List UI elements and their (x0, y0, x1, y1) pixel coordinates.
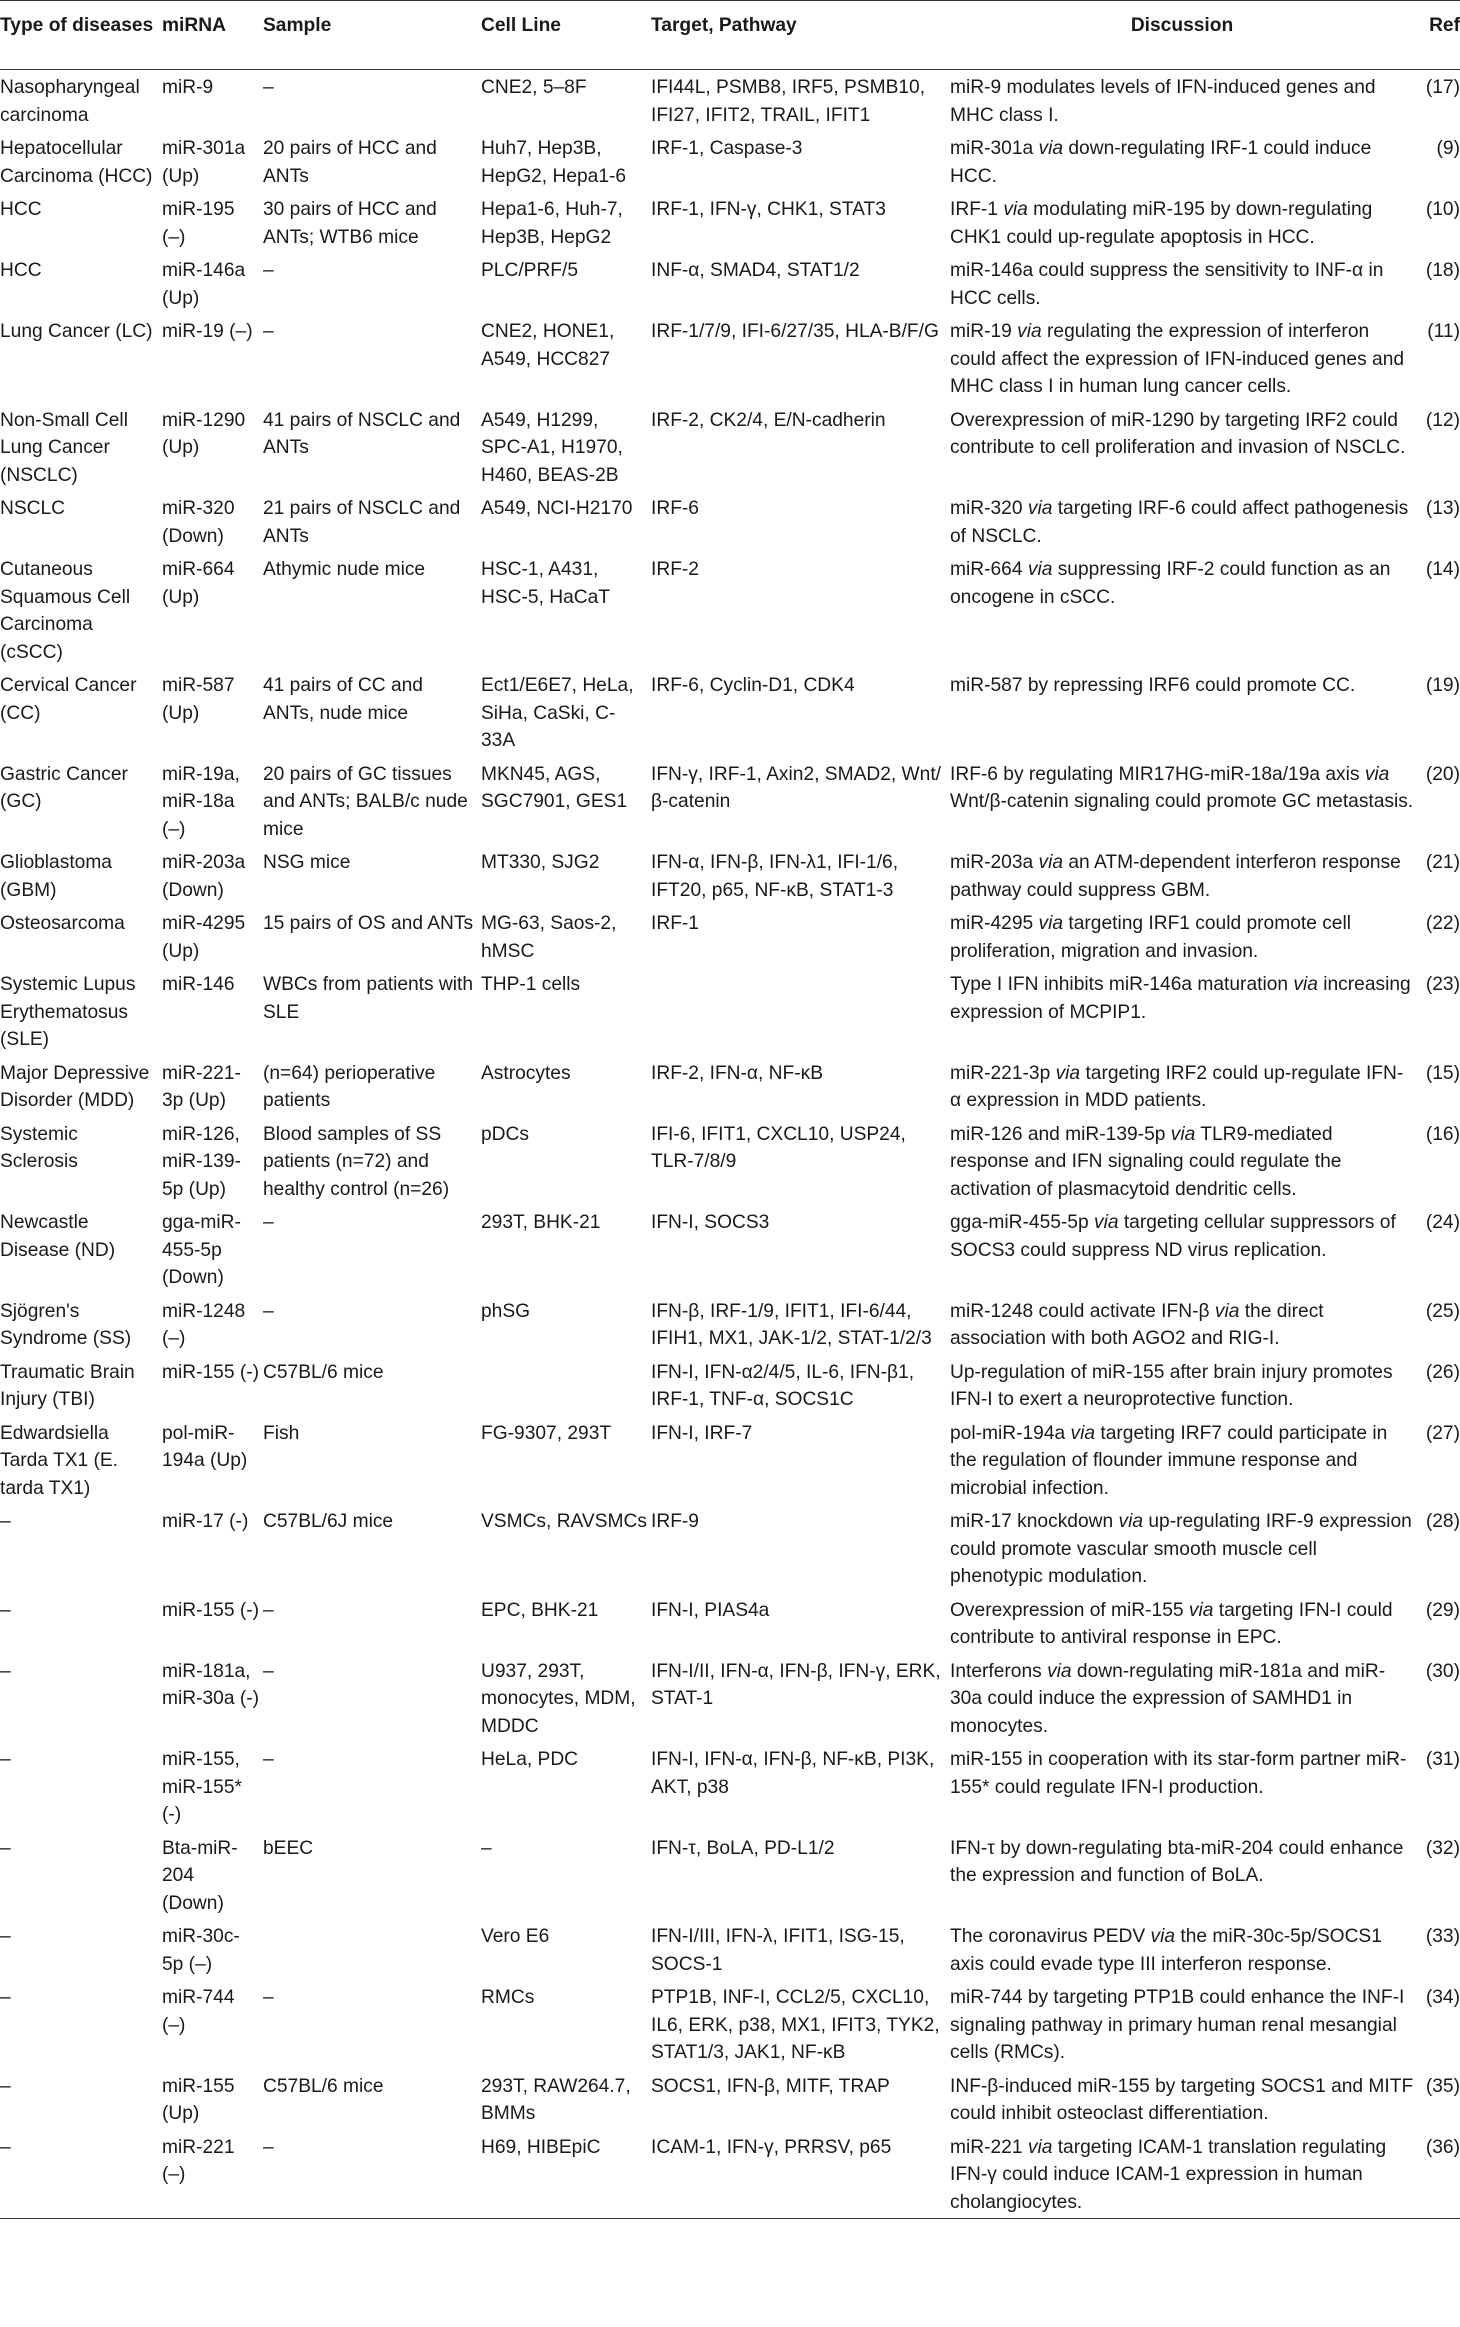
table-row (0, 1980, 1460, 2069)
cell-ref: (12) (1425, 409, 1460, 431)
cell-ref: (16) (1425, 1123, 1460, 1145)
cell-cell-line: EPC, BHK-21 (481, 1599, 599, 1621)
cell-cell-line: Hepa1-6, Huh-7, Hep3B, HepG2 (481, 199, 623, 248)
cell-ref: (22) (1425, 913, 1460, 934)
cell-cell-line: HSC-1, A431, HSC-5, HaCaT (481, 559, 611, 608)
cell-disease: Gastric Cancer (GC) (0, 763, 128, 812)
cell-cell-line: FG-9307, 293T (481, 1422, 612, 1444)
cell-disease: – (0, 1660, 11, 1682)
table-row (0, 1056, 1460, 1117)
cell-disease: Systemic Lupus Erythematosus (SLE) (0, 974, 136, 1050)
cell-mirna: miR-664 (Up) (162, 559, 235, 608)
cell-sample: bEEC (263, 1837, 314, 1859)
cell-discussion: miR-126 and miR-139-5p via TLR9-mediated response and IFN signaling could regulate the activation of plasmacytoid dendritic cells. (950, 1123, 1342, 1200)
cell-target: IRF-2, CK2/4, E/N-cadherin (651, 409, 886, 431)
cell-target: IFN-β, IRF-1/9, IFIT1, IFI-6/44, IFIH1, MX1, JAK-1/2, STAT-1/2/3 (651, 1300, 932, 1349)
cell-ref: (31) (1425, 1749, 1460, 1770)
cell-target: IFN-I, IRF-7 (651, 1422, 753, 1444)
cell-mirna: miR-4295 (Up) (162, 913, 246, 962)
cell-ref: (25) (1425, 1300, 1460, 1322)
cell-disease: HCC (0, 199, 42, 220)
cell-target: IFI-6, IFIT1, CXCL10, USP24, TLR-7/8/9 (651, 1123, 906, 1172)
col-header-ref: Ref (1429, 15, 1460, 36)
cell-sample: – (263, 2136, 274, 2158)
cell-discussion: Interferons via down-regulating miR-181a and miR-30a could induce the expression of SAMHD1 in monocytes. (950, 1660, 1386, 1737)
cell-mirna: miR-301a (Up) (162, 138, 246, 187)
cell-sample: Blood samples of SS patients (n=72) and healthy control (n=26) (263, 1123, 450, 1200)
table-row (0, 967, 1460, 1056)
cell-ref: (28) (1425, 1511, 1460, 1532)
table-row (0, 1504, 1460, 1593)
cell-mirna: miR-155 (Up) (162, 2075, 235, 2124)
cell-target: IRF-2 (651, 559, 699, 580)
cell-ref: (10) (1425, 199, 1460, 220)
cell-mirna: miR-195 (–) (162, 199, 235, 248)
cell-sample: (n=64) perioperative patients (263, 1062, 436, 1111)
table-row (0, 2130, 1460, 2219)
table-row (0, 1742, 1460, 1831)
table-row (0, 845, 1460, 906)
cell-ref: (18) (1425, 260, 1460, 281)
cell-ref: (11) (1427, 321, 1460, 342)
cell-mirna: miR-155 (-) (162, 1599, 260, 1621)
cell-ref: (29) (1425, 1599, 1460, 1621)
cell-target: IRF-6 (651, 498, 699, 519)
cell-cell-line: VSMCs, RAVSMCs (481, 1511, 647, 1532)
cell-cell-line (481, 1355, 651, 1416)
cell-mirna: miR-587 (Up) (162, 675, 235, 724)
cell-sample: – (263, 1212, 274, 1233)
cell-mirna: miR-146 (162, 974, 235, 995)
cell-target: IFN-τ, BoLA, PD-L1/2 (651, 1837, 835, 1859)
cell-cell-line: pDCs (481, 1123, 529, 1145)
cell-disease: – (0, 1511, 11, 1532)
col-header-target: Target, Pathway (651, 15, 797, 36)
cell-disease: Glioblastoma (GBM) (0, 852, 112, 901)
cell-ref: (34) (1425, 1987, 1460, 2008)
table-row (0, 1654, 1460, 1743)
cell-mirna: miR-9 (162, 77, 214, 98)
cell-cell-line: MG-63, Saos-2, hMSC (481, 913, 617, 962)
cell-sample: 21 pairs of NSCLC and ANTs (263, 498, 461, 547)
cell-cell-line: U937, 293T, monocytes, MDM, MDDC (481, 1660, 636, 1737)
cell-ref: (35) (1425, 2075, 1460, 2097)
header-row (0, 1, 1460, 70)
cell-target: IFN-γ, IRF-1, Axin2, SMAD2, Wnt/β-catenin (651, 763, 941, 812)
cell-disease: Lung Cancer (LC) (0, 321, 153, 342)
cell-mirna: miR-155, miR-155* (-) (162, 1749, 242, 1825)
table-row (0, 1416, 1460, 1505)
cell-disease: HCC (0, 260, 42, 281)
cell-discussion: Overexpression of miR-1290 by targeting IRF2 could contribute to cell proliferation and invasion of NSCLC. (950, 409, 1406, 458)
cell-ref: (9) (1436, 138, 1460, 159)
cell-discussion: gga-miR-455-5p via targeting cellular suppressors of SOCS3 could suppress ND virus replication. (950, 1212, 1396, 1261)
cell-ref: (23) (1425, 974, 1460, 995)
cell-discussion: IFN-τ by down-regulating bta-miR-204 could enhance the expression and function of BoLA. (950, 1837, 1404, 1886)
cell-sample: – (263, 321, 274, 342)
col-header-cell-line: Cell Line (481, 15, 561, 36)
cell-sample: WBCs from patients with SLE (263, 974, 474, 1023)
cell-discussion: IRF-6 by regulating MIR17HG-miR-18a/19a axis via Wnt/β-catenin signaling could promote GC metastasis. (950, 763, 1414, 812)
cell-discussion: miR-221 via targeting ICAM-1 translation regulating IFN-γ could induce ICAM-1 expression in human cholangiocytes. (950, 2136, 1387, 2213)
cell-disease: – (0, 2136, 11, 2158)
cell-disease: Newcastle Disease (ND) (0, 1212, 116, 1261)
cell-sample: – (263, 77, 274, 98)
cell-mirna: miR-744 (–) (162, 1987, 235, 2036)
cell-sample: Athymic nude mice (263, 559, 426, 580)
cell-cell-line: Ect1/E6E7, HeLa, SiHa, CaSki, C-33A (481, 675, 634, 751)
cell-mirna: miR-1290 (Up) (162, 409, 246, 458)
table-row (0, 253, 1460, 314)
cell-mirna: miR-19a, miR-18a (–) (162, 763, 240, 840)
cell-mirna: pol-miR-194a (Up) (162, 1422, 248, 1471)
cell-discussion: miR-221-3p via targeting IRF2 could up-regulate IFN-α expression in MDD patients. (950, 1062, 1404, 1111)
cell-sample: C57BL/6 mice (263, 2075, 384, 2097)
cell-mirna: miR-146a (Up) (162, 260, 246, 309)
cell-ref: (15) (1425, 1062, 1460, 1084)
cell-target: IFN-α, IFN-β, IFN-λ1, IFI-1/6, IFT20, p65, NF-κB, STAT1-3 (651, 852, 899, 901)
cell-discussion: miR-587 by repressing IRF6 could promote CC. (950, 675, 1356, 696)
cell-target: INF-α, SMAD4, STAT1/2 (651, 260, 860, 281)
cell-ref: (19) (1425, 675, 1460, 696)
cell-disease: NSCLC (0, 498, 66, 519)
cell-disease: Hepatocellular Carcinoma (HCC) (0, 138, 153, 187)
cell-cell-line: HeLa, PDC (481, 1749, 579, 1770)
cell-cell-line: Astrocytes (481, 1062, 571, 1084)
cell-disease: – (0, 1926, 11, 1947)
cell-target: IRF-9 (651, 1511, 699, 1532)
cell-disease: – (0, 1749, 11, 1770)
cell-target: IRF-1, Caspase-3 (651, 138, 803, 159)
cell-target: IRF-6, Cyclin-D1, CDK4 (651, 675, 855, 696)
cell-discussion: miR-9 modulates levels of IFN-induced genes and MHC class I. (950, 77, 1376, 126)
cell-cell-line: 293T, RAW264.7, BMMs (481, 2075, 631, 2124)
table-row (0, 192, 1460, 253)
cell-discussion: miR-4295 via targeting IRF1 could promote cell proliferation, migration and invasion. (950, 913, 1351, 962)
table-row (0, 906, 1460, 967)
cell-mirna: miR-203a (Down) (162, 852, 246, 901)
cell-cell-line: CNE2, 5–8F (481, 77, 587, 98)
table-row (0, 757, 1460, 846)
col-header-discussion: Discussion (1130, 15, 1234, 36)
cell-sample: 41 pairs of CC and ANTs, nude mice (263, 675, 423, 724)
cell-ref: (36) (1425, 2136, 1460, 2158)
cell-mirna: miR-155 (-) (162, 1361, 260, 1383)
table-row (0, 1117, 1460, 1206)
cell-ref: (20) (1425, 763, 1460, 785)
cell-target: IFN-I, IFN-α2/4/5, IL-6, IFN-β1, IRF-1, TNF-α, SOCS1C (651, 1361, 915, 1410)
col-header-disease: Type of diseases (0, 15, 154, 36)
cell-mirna: miR-126, miR-139-5p (Up) (162, 1123, 241, 1200)
cell-disease: Major Depressive Disorder (MDD) (0, 1062, 150, 1111)
cell-mirna: gga-miR-455-5p (Down) (162, 1212, 241, 1288)
cell-discussion: INF-β-induced miR-155 by targeting SOCS1 and MITF could inhibit osteoclast differentiation. (950, 2075, 1414, 2124)
cell-mirna: miR-17 (-) (162, 1511, 249, 1532)
cell-ref: (26) (1425, 1361, 1460, 1383)
cell-disease: Systemic Sclerosis (0, 1123, 78, 1172)
table-row (0, 1831, 1460, 1920)
cell-discussion: miR-19 via regulating the expression of interferon could affect the expression of IFN-induced genes and MHC class I in human lung cancer cells. (950, 321, 1405, 397)
cell-ref: (24) (1425, 1212, 1460, 1233)
cell-sample: 20 pairs of HCC and ANTs (263, 138, 437, 187)
cell-target: IFN-I/III, IFN-λ, IFIT1, ISG-15, SOCS-1 (651, 1926, 905, 1975)
cell-discussion: miR-155 in cooperation with its star-form partner miR-155* could regulate IFN-I production. (950, 1749, 1407, 1798)
table-row (0, 403, 1460, 492)
cell-sample: 30 pairs of HCC and ANTs; WTB6 mice (263, 199, 437, 248)
cell-cell-line: phSG (481, 1300, 531, 1322)
cell-mirna: miR-221-3p (Up) (162, 1062, 241, 1111)
cell-mirna: miR-1248 (–) (162, 1300, 246, 1349)
cell-sample: – (263, 1660, 274, 1682)
cell-cell-line: 293T, BHK-21 (481, 1212, 601, 1233)
cell-target: ICAM-1, IFN-γ, PRRSV, p65 (651, 2136, 892, 2158)
cell-ref: (27) (1425, 1422, 1460, 1444)
cell-cell-line: Vero E6 (481, 1926, 550, 1947)
cell-discussion: miR-301a via down-regulating IRF-1 could induce HCC. (950, 138, 1372, 187)
cell-sample: C57BL/6 mice (263, 1361, 384, 1383)
cell-ref: (21) (1425, 852, 1460, 873)
cell-discussion: miR-17 knockdown via up-regulating IRF-9 expression could promote vascular smooth muscle cell phenotypic modulation. (950, 1511, 1412, 1587)
table-body (0, 70, 1460, 2219)
cell-mirna: miR-221 (–) (162, 2136, 235, 2185)
cell-mirna: miR-19 (–) (162, 321, 253, 342)
cell-ref: (32) (1425, 1837, 1460, 1859)
cell-disease: Non-Small Cell Lung Cancer (NSCLC) (0, 409, 128, 486)
cell-ref: (14) (1425, 559, 1460, 580)
table-row (0, 314, 1460, 403)
cell-discussion: Overexpression of miR-155 via targeting IFN-I could contribute to antiviral response in EPC. (950, 1599, 1393, 1648)
table-row (0, 552, 1460, 668)
cell-disease: – (0, 1599, 11, 1621)
cell-discussion: miR-744 by targeting PTP1B could enhance the INF-I signaling pathway in primary human renal mesangial cells (RMCs). (950, 1987, 1405, 2063)
cell-disease: Cutaneous Squamous Cell Carcinoma (cSCC) (0, 559, 131, 663)
cell-ref: (13) (1425, 498, 1460, 519)
cell-cell-line: MKN45, AGS, SGC7901, GES1 (481, 763, 628, 812)
cell-cell-line: – (481, 1837, 492, 1859)
cell-disease: – (0, 1987, 11, 2008)
cell-ref: (33) (1425, 1926, 1460, 1947)
cell-sample (263, 1919, 481, 1980)
table-row (0, 1919, 1460, 1980)
table-row (0, 491, 1460, 552)
cell-cell-line: A549, H1299, SPC-A1, H1970, H460, BEAS-2B (481, 409, 623, 486)
table-row (0, 70, 1460, 132)
cell-target: IRF-1/7/9, IFI-6/27/35, HLA-B/F/G (651, 321, 939, 342)
cell-target: IFN-I, SOCS3 (651, 1212, 770, 1233)
cell-cell-line: H69, HIBEpiC (481, 2136, 601, 2158)
cell-cell-line: CNE2, HONE1, A549, HCC827 (481, 321, 615, 370)
cell-target: SOCS1, IFN-β, MITF, TRAP (651, 2075, 890, 2097)
table-row (0, 1205, 1460, 1294)
cell-sample: – (263, 260, 274, 281)
cell-mirna: miR-181a, miR-30a (-) (162, 1660, 260, 1709)
cell-cell-line: THP-1 cells (481, 974, 581, 995)
cell-discussion: Type I IFN inhibits miR-146a maturation via increasing expression of MCPIP1. (950, 974, 1411, 1023)
cell-cell-line: RMCs (481, 1987, 535, 2008)
cell-sample: – (263, 1300, 274, 1322)
cell-discussion: miR-320 via targeting IRF-6 could affect pathogenesis of NSCLC. (950, 498, 1409, 547)
table-row (0, 2069, 1460, 2130)
cell-discussion: pol-miR-194a via targeting IRF7 could participate in the regulation of flounder immune response and microbial infection. (950, 1422, 1388, 1499)
cell-ref: (30) (1425, 1660, 1460, 1682)
cell-cell-line: PLC/PRF/5 (481, 260, 579, 281)
cell-target: IRF-2, IFN-α, NF-κB (651, 1062, 824, 1084)
cell-target: IFN-I/II, IFN-α, IFN-β, IFN-γ, ERK, STAT-1 (651, 1660, 941, 1709)
cell-disease: Osteosarcoma (0, 913, 125, 934)
cell-disease: Sjögren's Syndrome (SS) (0, 1300, 132, 1349)
cell-discussion: miR-146a could suppress the sensitivity to INF-α in HCC cells. (950, 260, 1384, 309)
cell-disease: Traumatic Brain Injury (TBI) (0, 1361, 135, 1410)
cell-target: IRF-1 (651, 913, 699, 934)
cell-disease: – (0, 1837, 11, 1859)
cell-discussion: miR-203a via an ATM-dependent interferon response pathway could suppress GBM. (950, 852, 1401, 901)
cell-sample: C57BL/6J mice (263, 1511, 394, 1532)
cell-sample: – (263, 1987, 274, 2008)
col-header-sample: Sample (263, 15, 332, 36)
cell-mirna: Bta-miR-204 (Down) (162, 1837, 238, 1914)
cell-target: IRF-1, IFN-γ, CHK1, STAT3 (651, 199, 886, 220)
cell-target: IFI44L, PSMB8, IRF5, PSMB10, IFI27, IFIT2, TRAIL, IFIT1 (651, 77, 926, 126)
cell-cell-line: Huh7, Hep3B, HepG2, Hepa1-6 (481, 138, 627, 187)
cell-sample: 41 pairs of NSCLC and ANTs (263, 409, 461, 458)
cell-mirna: miR-320 (Down) (162, 498, 235, 547)
cell-cell-line: MT330, SJG2 (481, 852, 600, 873)
cell-disease: Nasopharyngeal carcinoma (0, 77, 140, 126)
cell-sample: – (263, 1599, 274, 1621)
cell-discussion: IRF-1 via modulating miR-195 by down-regulating CHK1 could up-regulate apoptosis in HCC. (950, 199, 1373, 248)
table-row (0, 668, 1460, 757)
cell-disease: Cervical Cancer (CC) (0, 675, 137, 724)
cell-sample: 15 pairs of OS and ANTs (263, 913, 474, 934)
table-row (0, 1593, 1460, 1654)
cell-target: IFN-I, IFN-α, IFN-β, NF-κB, PI3K, AKT, p38 (651, 1749, 935, 1798)
cell-sample: – (263, 1749, 274, 1770)
cell-sample: 20 pairs of GC tissues and ANTs; BALB/c nude mice (263, 763, 468, 840)
cell-discussion: The coronavirus PEDV via the miR-30c-5p/SOCS1 axis could evade type III interferon response. (950, 1926, 1382, 1975)
col-header-mirna: miRNA (162, 15, 226, 36)
cell-discussion: miR-664 via suppressing IRF-2 could function as an oncogene in cSCC. (950, 559, 1391, 608)
cell-disease: – (0, 2075, 11, 2097)
cell-ref: (17) (1425, 77, 1460, 98)
cell-cell-line: A549, NCI-H2170 (481, 498, 633, 519)
cell-discussion: Up-regulation of miR-155 after brain injury promotes IFN-I to exert a neuroprotective function. (950, 1361, 1393, 1410)
cell-target: IFN-I, PIAS4a (651, 1599, 770, 1621)
cell-disease: Edwardsiella Tarda TX1 (E. tarda TX1) (0, 1422, 119, 1499)
cell-sample: Fish (263, 1422, 300, 1444)
cell-target (651, 967, 950, 1056)
cell-mirna: miR-30c-5p (–) (162, 1926, 240, 1975)
cell-discussion: miR-1248 could activate IFN-β via the direct association with both AGO2 and RIG-I. (950, 1300, 1324, 1349)
cell-sample: NSG mice (263, 852, 351, 873)
cell-target: PTP1B, INF-I, CCL2/5, CXCL10, IL6, ERK, p38, MX1, IFIT3, TYK2, STAT1/3, JAK1, NF-κB (651, 1987, 940, 2063)
table-row (0, 1355, 1460, 1416)
table-row (0, 131, 1460, 192)
table-row (0, 1294, 1460, 1355)
